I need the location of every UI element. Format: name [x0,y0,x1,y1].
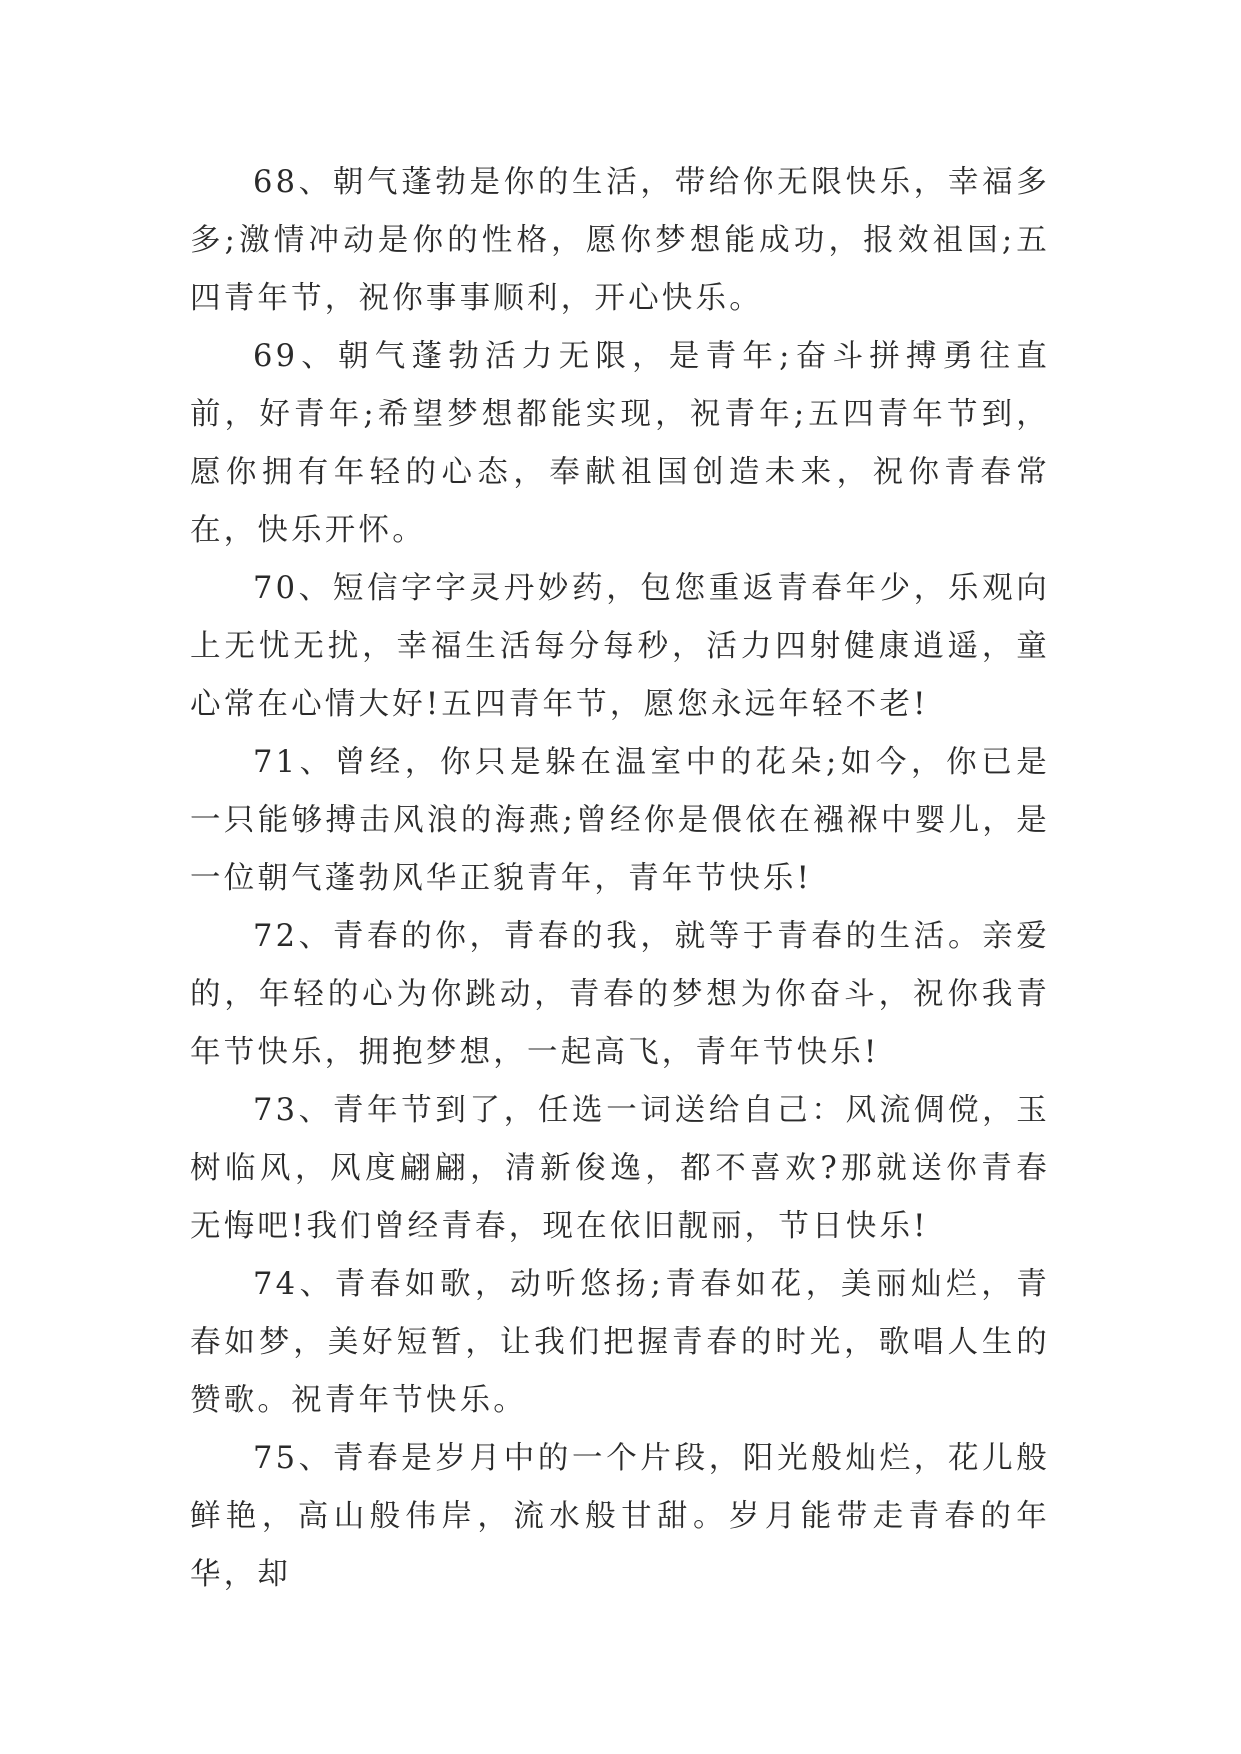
paragraph-68: 68、朝气蓬勃是你的生活，带给你无限快乐，幸福多多;激情冲动是你的性格，愿你梦想能成功，报效祖国;五四青年节，祝你事事顺利，开心快乐。 [190,165,1050,316]
paragraph-72: 72、青春的你，青春的我，就等于青春的生活。亲爱的，年轻的心为你跳动，青春的梦想为你奋斗，祝你我青年节快乐，拥抱梦想，一起高飞，青年节快乐! [190,919,1050,1070]
document-body [190,154,1050,1604]
paragraph-75: 75、青春是岁月中的一个片段，阳光般灿烂，花儿般鲜艳，高山般伟岸，流水般甘甜。岁月能带走青春的年华，却 [190,1441,1050,1592]
paragraph-69: 69、朝气蓬勃活力无限，是青年;奋斗拼搏勇往直前，好青年;希望梦想都能实现，祝青年;五四青年节到，愿你拥有年轻的心态，奉献祖国创造未来，祝你青春常在，快乐开怀。 [190,339,1050,548]
paragraph-74: 74、青春如歌，动听悠扬;青春如花，美丽灿烂，青春如梦，美好短暂，让我们把握青春的时光，歌唱人生的赞歌。祝青年节快乐。 [190,1267,1050,1418]
paragraph-73: 73、青年节到了，任选一词送给自己：风流倜傥，玉树临风，风度翩翩，清新俊逸，都不喜欢?那就送你青春无悔吧!我们曾经青春，现在依旧靓丽，节日快乐! [190,1093,1050,1244]
paragraph-71: 71、曾经，你只是躲在温室中的花朵;如今，你已是一只能够搏击风浪的海燕;曾经你是偎依在襁褓中婴儿，是一位朝气蓬勃风华正貌青年，青年节快乐! [190,745,1050,896]
paragraph-70: 70、短信字字灵丹妙药，包您重返青春年少，乐观向上无忧无扰，幸福生活每分每秒，活力四射健康逍遥，童心常在心情大好!五四青年节，愿您永远年轻不老! [190,571,1050,722]
